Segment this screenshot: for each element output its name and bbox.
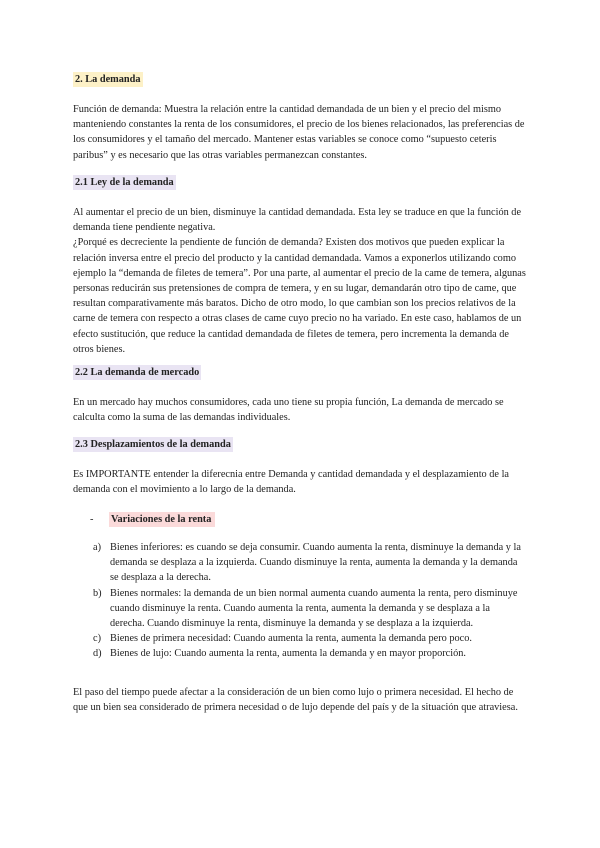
paragraph-demanda-mercado — [73, 395, 528, 425]
list-item-text: Bienes de primera necesidad: Cuando aumenta la renta, aumenta la demanda pero poco. — [110, 633, 472, 645]
bullet-variaciones-renta — [90, 512, 215, 527]
paragraph-funcion-demanda — [73, 102, 528, 163]
list-marker: c) — [93, 633, 101, 645]
list-item — [93, 586, 523, 632]
paragraph-text: El paso del tiempo puede afectar a la consideración de un bien como lujo o primera necesidad. El hecho de que un bien sea considerado de primera necesidad o de lujo depende del país y de la situación que atraviesa. — [73, 687, 518, 714]
paragraph-text: En un mercado hay muchos consumidores, cada uno tiene su propia función, La demanda de mercado se calculta como la suma de las demandas individuales. — [73, 397, 504, 424]
section-heading-2-2 — [73, 365, 528, 380]
list-marker: a) — [93, 542, 101, 553]
heading-desplazamientos: 2.3 Desplazamientos de la demanda — [73, 437, 233, 452]
list-marker: d) — [93, 648, 102, 660]
section-heading-2-1 — [73, 175, 528, 190]
paragraph-text: Función de demanda: Muestra la relación entre la cantidad demandada de un bien y el precio del mismo manteniendo constantes la renta de los consumidores, el precio de los bienes relacionados, las preferencias de los consumidores y el tamaño del mercado. Mantener estas variables se conoce como “supuesto ceteris paribus” y es necesario que las otras variables permanezcan constantes. — [73, 104, 525, 161]
paragraph-text: Es IMPORTANTE entender la diferecnia entre Demanda y cantidad demandada y el desplazamiento de la demanda con el movimiento a lo largo de la demanda. — [73, 469, 509, 496]
list-item — [93, 540, 523, 586]
heading-demanda-mercado: 2.2 La demanda de mercado — [73, 365, 201, 380]
paragraph-ley-demanda — [73, 205, 528, 357]
paragraph-text: Al aumentar el precio de un bien, disminuye la cantidad demandada. Esta ley se traduce en que la función de demanda tiene pendiente negativa. — [73, 207, 522, 234]
paragraph-desplazamientos — [73, 467, 528, 497]
bullet-dash: - — [90, 514, 94, 525]
ordered-list — [93, 540, 523, 662]
section-heading-2-3 — [73, 437, 528, 452]
list-item-text: Bienes inferiores: es cuando se deja consumir. Cuando aumenta la renta, disminuye la demanda y la demanda se desplaza a la izquierda. Cuando disminuye la renta, aumenta la demanda y la demanda se desplaza a la derecha. — [110, 542, 521, 584]
section-heading-2 — [73, 72, 528, 87]
list-item — [93, 631, 523, 646]
paragraph-text: ¿Porqué es decreciente la pendiente de función de demanda? Existen dos motivos que pueden explicar la relación inversa entre el precio del producto y la cantidad demandada. Vamos a exponerlos utilizando como ejemplo la “demanda de filetes de temera”. Por una parte, al aumentar el precio de la came de temera, algunas personas reducirán sus pretensiones de compra de temera, y en su lugar, demandarán otro tipo de came, que resultan comparativamente más baratos. Dicho de otro modo, lo que cambian son los precios relativos de la carne de temera con respecto a otras clases de came cuyo precio no ha variado. En este caso, hablamos de un efecto sustitución, que reduce la cantidad demandada de filetes de temera, pero incrementa la demanda de otros bienes. — [73, 237, 526, 355]
list-item-text: Bienes normales: la demanda de un bien normal aumenta cuando aumenta la renta, pero disminuye cuando disminuye la renta. Cuando aumenta la renta, aumenta la demanda y se desplaza a la derecha. Cuando disminuye la renta, disminuye la demanda y se desplaza a la izquierda. — [110, 587, 518, 630]
bullet-heading: Variaciones de la renta — [109, 512, 215, 527]
list-item-text: Bienes de lujo: Cuando aumenta la renta, aumenta la demanda y en mayor proporción. — [110, 648, 466, 660]
heading-la-demanda: 2. La demanda — [73, 72, 143, 87]
list-item — [93, 646, 523, 661]
list-marker: b) — [93, 587, 102, 599]
heading-ley-demanda: 2.1 Ley de la demanda — [73, 175, 176, 190]
paragraph-closing — [73, 685, 528, 715]
